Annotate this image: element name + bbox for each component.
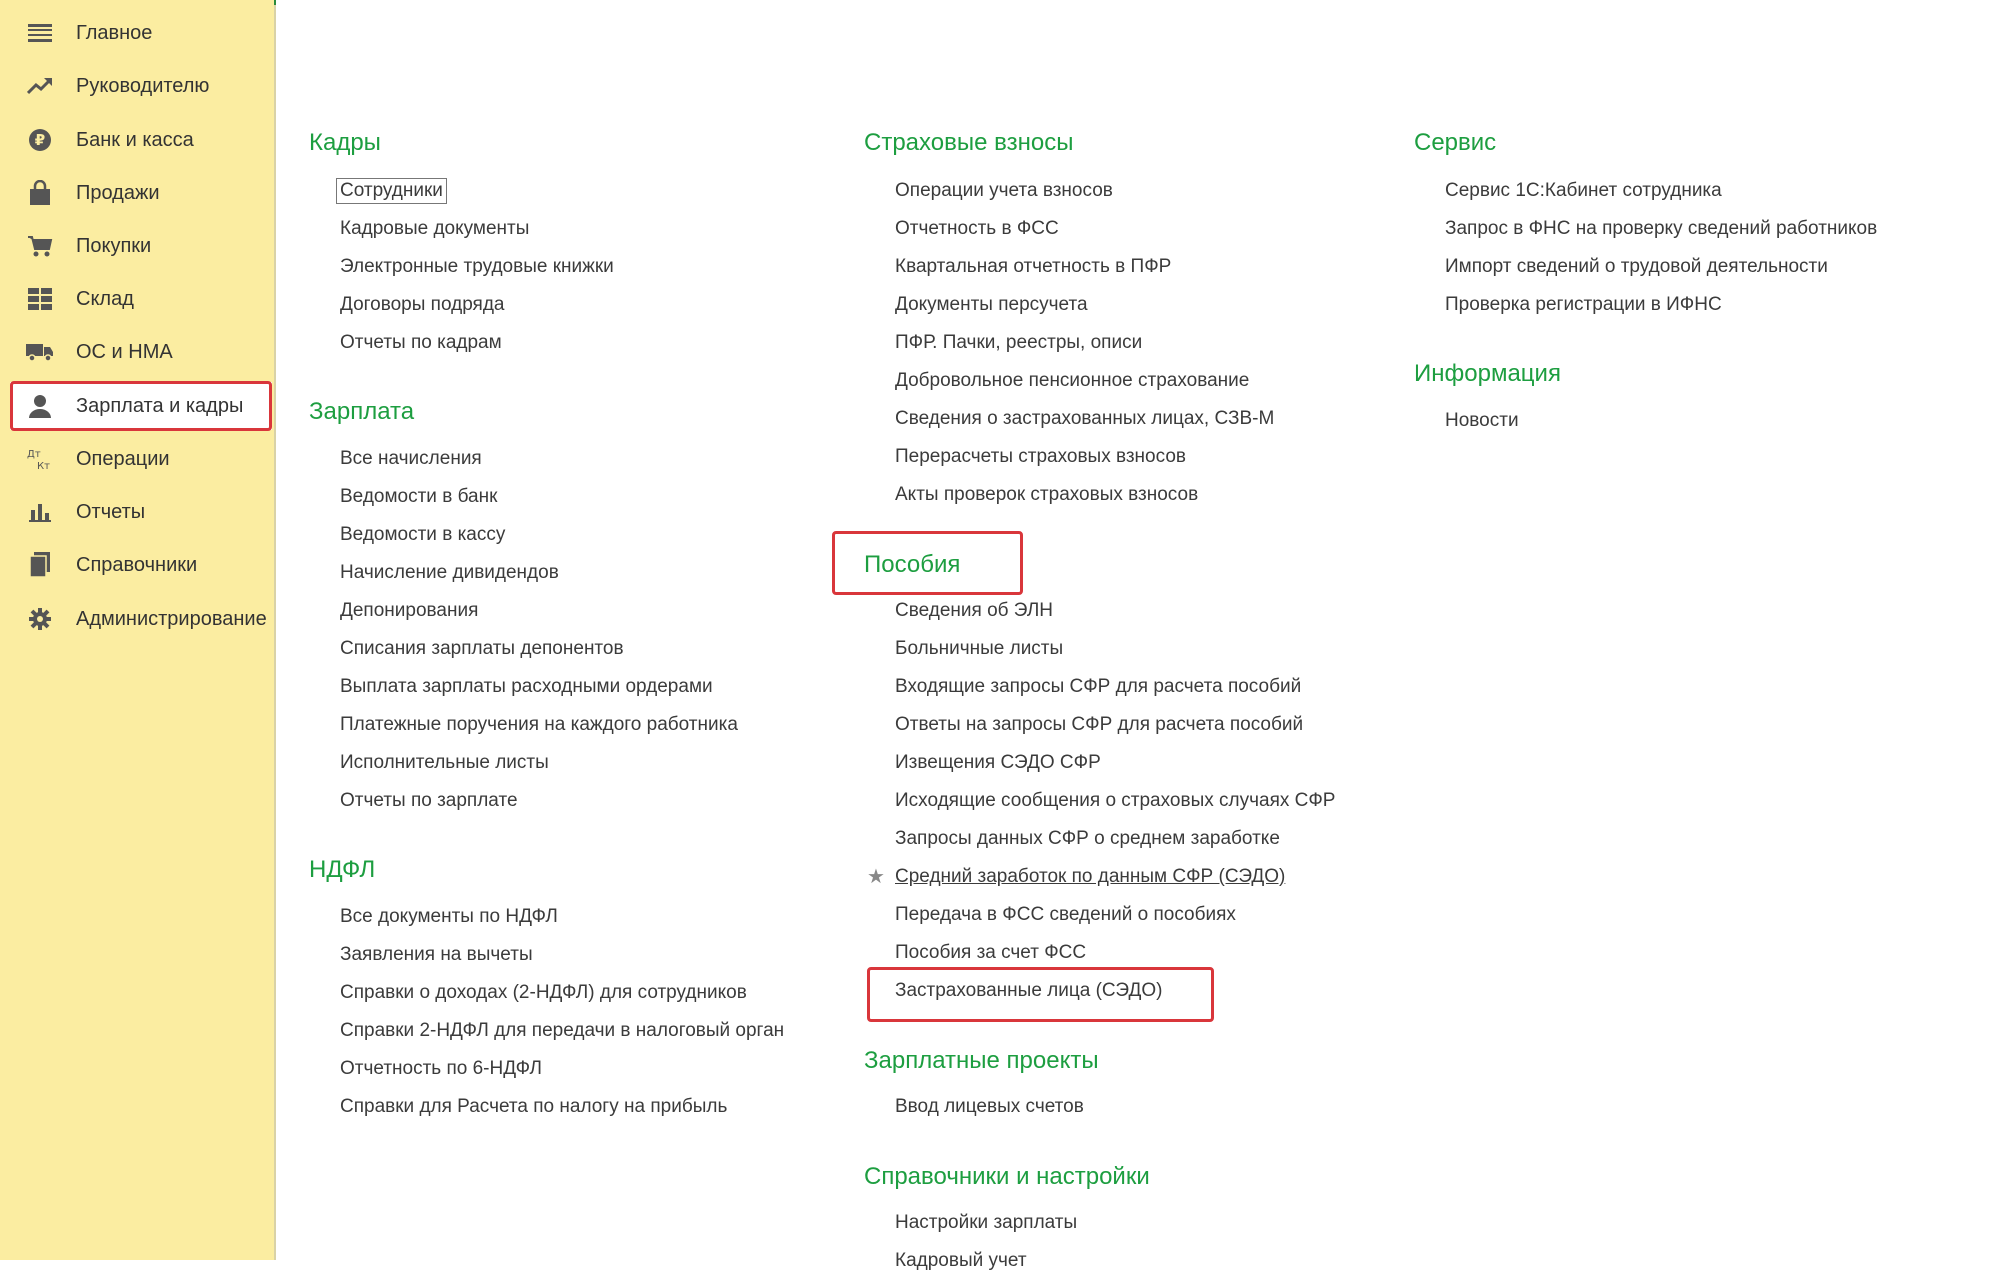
link-salary-reports[interactable]: Отчеты по зарплате xyxy=(340,790,518,811)
sidebar-item-label: Отчеты xyxy=(76,500,146,523)
sidebar-item-label: Руководителю xyxy=(76,74,210,97)
link-pfr-quarterly[interactable]: Квартальная отчетность в ПФР xyxy=(895,256,1172,277)
svg-text:Дт: Дт xyxy=(27,449,41,460)
link-cash-orders[interactable]: Выплата зарплаты расходными ордерами xyxy=(340,676,713,697)
link-ifns-registration[interactable]: Проверка регистрации в ИФНС xyxy=(1445,294,1722,315)
menu-icon xyxy=(26,19,54,47)
section-title-kadry: Кадры xyxy=(309,129,381,156)
link-salary-settings[interactable]: Настройки зарплаты xyxy=(895,1212,1078,1233)
link-6ndfl[interactable]: Отчетность по 6-НДФЛ xyxy=(340,1058,542,1079)
link-outgoing-messages[interactable]: Исходящие сообщения о страховых случаях СФР xyxy=(895,790,1336,811)
svg-text:Кт: Кт xyxy=(37,461,50,471)
sidebar-item-administration[interactable] xyxy=(10,595,272,643)
link-writs[interactable]: Исполнительные листы xyxy=(340,752,549,773)
sidebar-item-directories[interactable] xyxy=(10,541,272,589)
highlight-benefits xyxy=(832,531,1023,595)
link-hr-reports[interactable]: Отчеты по кадрам xyxy=(340,332,502,353)
sidebar-item-warehouse[interactable] xyxy=(10,275,272,323)
link-voluntary-pension[interactable]: Добровольное пенсионное страхование xyxy=(895,370,1250,391)
link-pfr-packs[interactable]: ПФР. Пачки, реестры, описи xyxy=(895,332,1143,353)
sidebar-item-manager[interactable] xyxy=(10,62,272,110)
sidebar-item-label: Зарплата и кадры xyxy=(76,394,244,417)
sidebar-item-label: Банк и касса xyxy=(76,128,194,151)
link-hr-documents[interactable]: Кадровые документы xyxy=(340,218,530,239)
link-sedo-notices[interactable]: Извещения СЭДО СФР xyxy=(895,752,1101,773)
link-electronic-workbooks[interactable]: Электронные трудовые книжки xyxy=(340,256,614,277)
link-deposit-writeoffs[interactable]: Списания зарплаты депонентов xyxy=(340,638,624,659)
link-deposits[interactable]: Депонирования xyxy=(340,600,479,621)
section-title-zarplata: Зарплата xyxy=(309,398,415,425)
truck-icon xyxy=(26,338,54,366)
trend-up-icon xyxy=(26,72,54,100)
person-icon xyxy=(26,392,54,420)
book-icon xyxy=(26,551,54,579)
sidebar-item-sales[interactable] xyxy=(10,169,272,217)
link-hr-accounting[interactable]: Кадровый учет xyxy=(895,1250,1027,1271)
sidebar-item-purchases[interactable] xyxy=(10,222,272,270)
link-fss-reports[interactable]: Отчетность в ФСС xyxy=(895,218,1059,239)
sidebar-item-label: Справочники xyxy=(76,553,198,576)
grid-icon xyxy=(26,285,54,313)
link-all-accruals[interactable]: Все начисления xyxy=(340,448,482,469)
sidebar-item-reports[interactable] xyxy=(10,488,272,536)
sidebar-item-operations[interactable] xyxy=(10,435,272,483)
link-news[interactable]: Новости xyxy=(1445,410,1519,431)
svg-text:₽: ₽ xyxy=(34,131,46,149)
link-avg-earnings-requests[interactable]: Запросы данных СФР о среднем заработке xyxy=(895,828,1280,849)
link-bank-statements[interactable]: Ведомости в банк xyxy=(340,486,498,507)
link-payment-orders[interactable]: Платежные поручения на каждого работника xyxy=(340,714,738,735)
sidebar-item-label: Главное xyxy=(76,21,153,44)
sidebar-item-label: Продажи xyxy=(76,181,160,204)
link-ndfl-tax-office[interactable]: Справки 2-НДФЛ для передачи в налоговый орган xyxy=(340,1020,785,1041)
link-szv-m[interactable]: Сведения о застрахованных лицах, СЗВ-М xyxy=(895,408,1275,429)
link-fss-benefits-transfer[interactable]: Передача в ФСС сведений о пособиях xyxy=(895,904,1236,925)
link-contracts[interactable]: Договоры подряда xyxy=(340,294,505,315)
cart-icon xyxy=(26,232,54,260)
section-title-service: Сервис xyxy=(1414,129,1497,156)
link-sick-leaves[interactable]: Больничные листы xyxy=(895,638,1064,659)
link-cash-statements[interactable]: Ведомости в кассу xyxy=(340,524,506,545)
link-deduction-requests[interactable]: Заявления на вычеты xyxy=(340,944,533,965)
sidebar-item-salary-hr[interactable] xyxy=(10,382,272,430)
link-recalculations[interactable]: Перерасчеты страховых взносов xyxy=(895,446,1186,467)
section-title-information: Информация xyxy=(1414,360,1561,387)
link-insured-persons-sedo[interactable]: Застрахованные лица (СЭДО) xyxy=(895,980,1163,1001)
ruble-icon xyxy=(26,126,54,154)
debit-credit-icon xyxy=(26,445,54,473)
link-profit-tax[interactable]: Справки для Расчета по налогу на прибыль xyxy=(340,1096,728,1117)
link-sfr-answers[interactable]: Ответы на запросы СФР для расчета пособий xyxy=(895,714,1304,735)
link-contribution-operations[interactable]: Операции учета взносов xyxy=(895,180,1113,201)
section-title-benefits: Пособия xyxy=(864,551,961,578)
link-all-ndfl[interactable]: Все документы по НДФЛ xyxy=(340,906,558,927)
sidebar xyxy=(0,0,276,1260)
sidebar-item-label: Администрирование xyxy=(76,607,267,630)
section-title-ndfl: НДФЛ xyxy=(309,856,376,883)
sidebar-item-label: Операции xyxy=(76,447,170,470)
link-fns-check[interactable]: Запрос в ФНС на проверку сведений работников xyxy=(1445,218,1878,239)
bag-icon xyxy=(26,179,54,207)
section-title-salary-projects: Зарплатные проекты xyxy=(864,1047,1099,1074)
sidebar-item-main[interactable] xyxy=(10,9,272,57)
star-icon[interactable]: ★ xyxy=(867,866,885,888)
sidebar-item-label: Покупки xyxy=(76,234,152,257)
top-divider xyxy=(274,0,276,5)
link-fss-benefits[interactable]: Пособия за счет ФСС xyxy=(895,942,1087,963)
sidebar-item-label: ОС и НМА xyxy=(76,340,173,363)
sidebar-item-bank[interactable] xyxy=(10,116,272,164)
link-personal-accounting[interactable]: Документы персучета xyxy=(895,294,1088,315)
link-personal-accounts[interactable]: Ввод лицевых счетов xyxy=(895,1096,1084,1117)
link-inspection-acts[interactable]: Акты проверок страховых взносов xyxy=(895,484,1199,505)
link-income-certificates[interactable]: Справки о доходах (2-НДФЛ) для сотрудников xyxy=(340,982,747,1003)
link-avg-earnings-sedo[interactable]: Средний заработок по данным СФР (СЭДО) xyxy=(895,866,1286,887)
section-title-settings: Справочники и настройки xyxy=(864,1163,1150,1190)
gear-icon xyxy=(26,605,54,633)
highlight-insured-persons xyxy=(867,967,1214,1022)
link-eln-info[interactable]: Сведения об ЭЛН xyxy=(895,600,1054,621)
sidebar-item-assets[interactable] xyxy=(10,328,272,376)
section-title-insurance: Страховые взносы xyxy=(864,129,1074,156)
link-employee-cabinet[interactable]: Сервис 1С:Кабинет сотрудника xyxy=(1445,180,1722,201)
link-incoming-sfr-requests[interactable]: Входящие запросы СФР для расчета пособий xyxy=(895,676,1302,697)
bar-chart-icon xyxy=(26,498,54,526)
link-work-import[interactable]: Импорт сведений о трудовой деятельности xyxy=(1445,256,1828,277)
sidebar-item-label: Склад xyxy=(76,287,134,310)
link-dividends[interactable]: Начисление дивидендов xyxy=(340,562,559,583)
link-employees[interactable]: Сотрудники xyxy=(340,180,443,201)
